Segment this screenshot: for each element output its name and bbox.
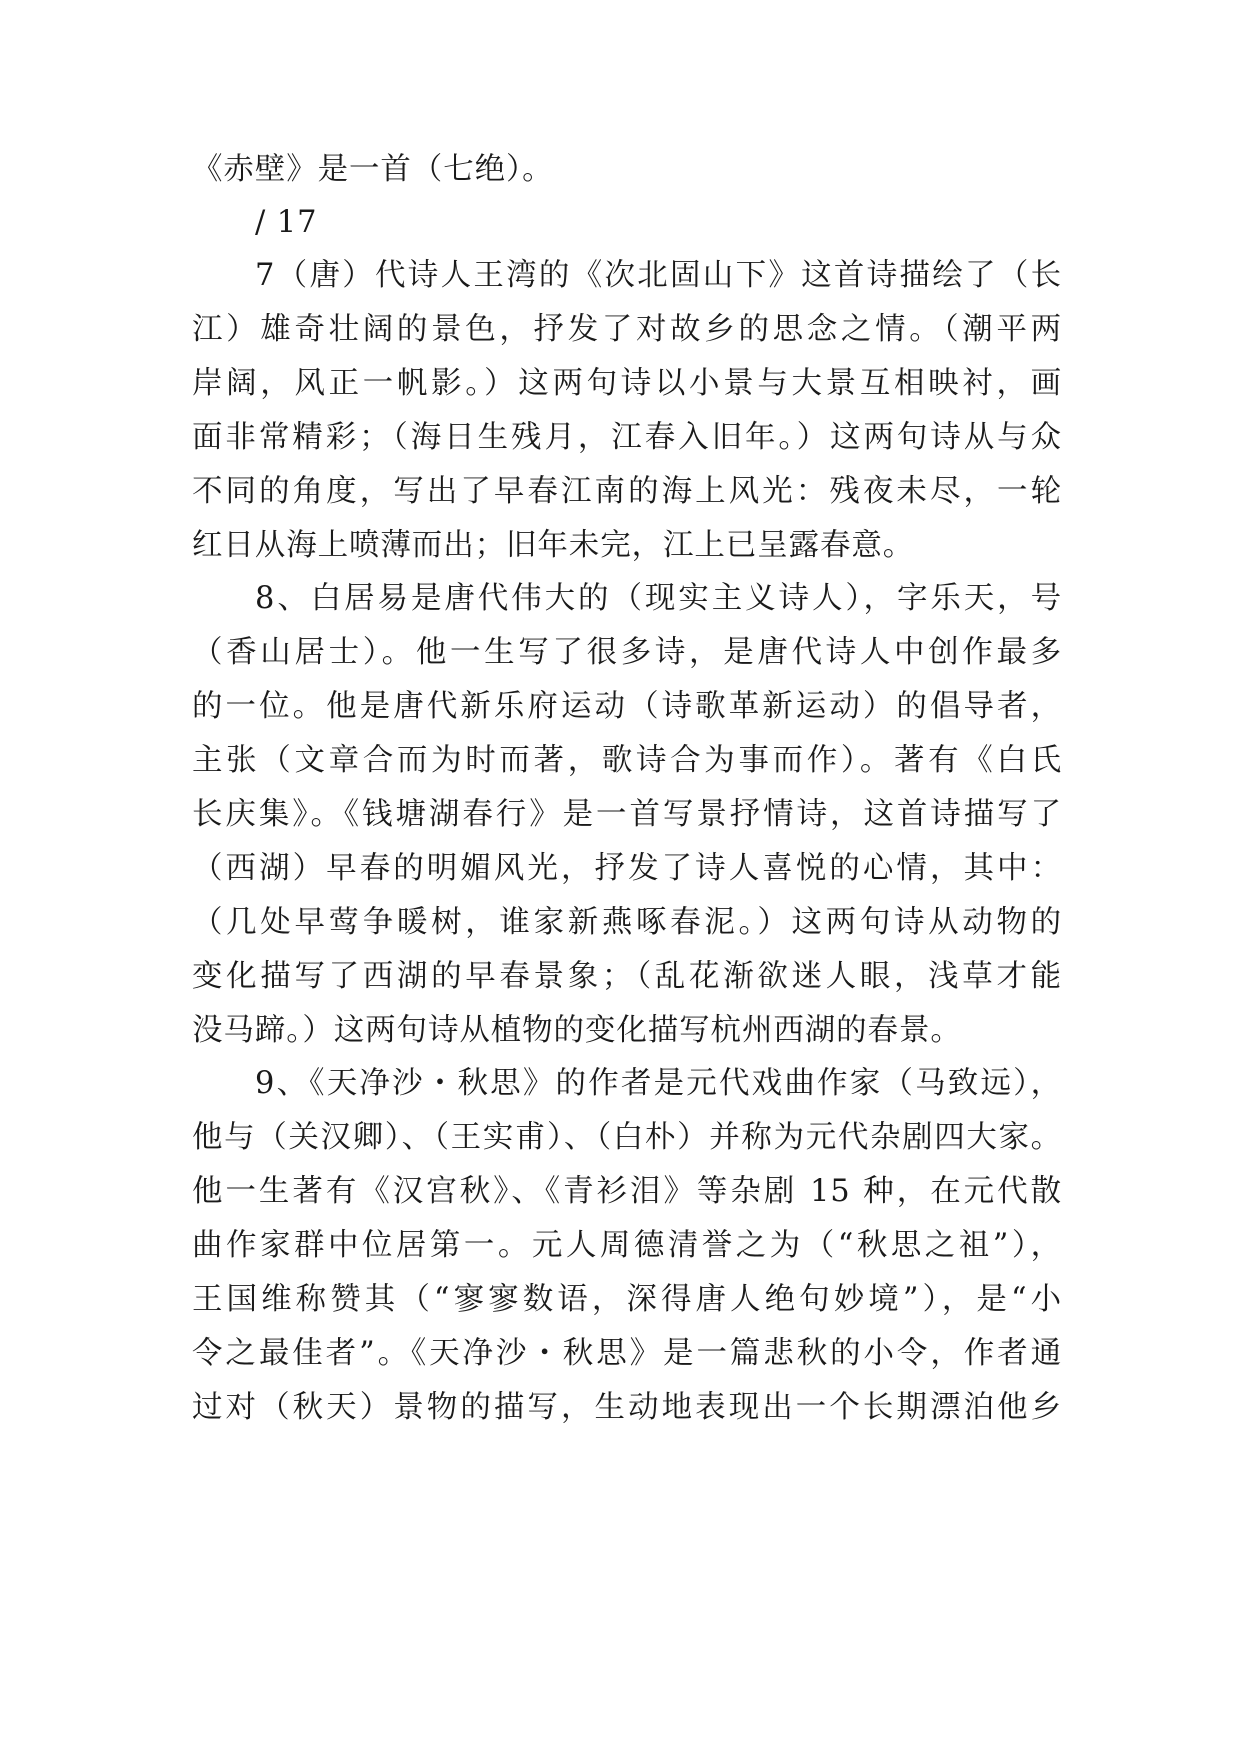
text-line: 《赤壁》是一首（七绝）。	[192, 152, 554, 187]
paragraph-9-line: 他与（关汉卿）、（王实甫）、（白朴）并称为元代杂剧四大家。	[192, 1120, 1062, 1155]
paragraph-9-line: 曲作家群中位居第一。元人周德清誉之为（“秋思之祖”），	[192, 1228, 1062, 1263]
paragraph-8-line: 主张（文章合而为时而著，歌诗合为事而作）。著有《白氏	[192, 743, 1062, 778]
paragraph-7-line: 岸阔，风正一帆影。）这两句诗以小景与大景互相映衬，画	[192, 366, 1062, 401]
paragraph-9-line: 他一生著有《汉宫秋》、《青衫泪》等杂剧 15 种，在元代散	[192, 1174, 1062, 1209]
paragraph-7-line: 红日从海上喷薄而出；旧年未完，江上已呈露春意。	[192, 528, 915, 563]
paragraph-8-line: （几处早莺争暖树，谁家新燕啄春泥。）这两句诗从动物的	[192, 905, 1062, 940]
page-number-line: / 17	[255, 205, 318, 240]
paragraph-8-line: 的一位。他是唐代新乐府运动（诗歌革新运动）的倡导者，	[192, 689, 1062, 724]
paragraph-7-line: 不同的角度，写出了早春江南的海上风光：残夜未尽，一轮	[192, 474, 1062, 509]
paragraph-7-line: 面非常精彩；（海日生残月，江春入旧年。）这两句诗从与众	[192, 420, 1062, 455]
paragraph-8-line: 8、白居易是唐代伟大的（现实主义诗人），字乐天，号	[255, 581, 1062, 616]
paragraph-8-line: 长庆集》。《钱塘湖春行》是一首写景抒情诗，这首诗描写了	[192, 797, 1062, 832]
paragraph-8-line: 没马蹄。）这两句诗从植物的变化描写杭州西湖的春景。	[192, 1013, 962, 1048]
paragraph-8-line: （香山居士）。他一生写了很多诗，是唐代诗人中创作最多	[192, 635, 1062, 670]
paragraph-9-line: 令之最佳者”。《天净沙・秋思》是一篇悲秋的小令，作者通	[192, 1336, 1062, 1371]
paragraph-7-line: 江）雄奇壮阔的景色，抒发了对故乡的思念之情。（潮平两	[192, 312, 1062, 347]
paragraph-8-line: （西湖）早春的明媚风光，抒发了诗人喜悦的心情，其中：	[192, 851, 1062, 886]
paragraph-8-line: 变化描写了西湖的早春景象；（乱花渐欲迷人眼，浅草才能	[192, 959, 1062, 994]
paragraph-7-line: 7（唐）代诗人王湾的《次北固山下》这首诗描绘了（长	[255, 258, 1062, 293]
paragraph-9-line: 王国维称赞其（“寥寥数语，深得唐人绝句妙境”），是“小	[192, 1282, 1062, 1317]
paragraph-9-line: 过对（秋天）景物的描写，生动地表现出一个长期漂泊他乡	[192, 1390, 1062, 1425]
paragraph-9-line: 9、《天净沙・秋思》的作者是元代戏曲作家（马致远），	[255, 1066, 1062, 1101]
